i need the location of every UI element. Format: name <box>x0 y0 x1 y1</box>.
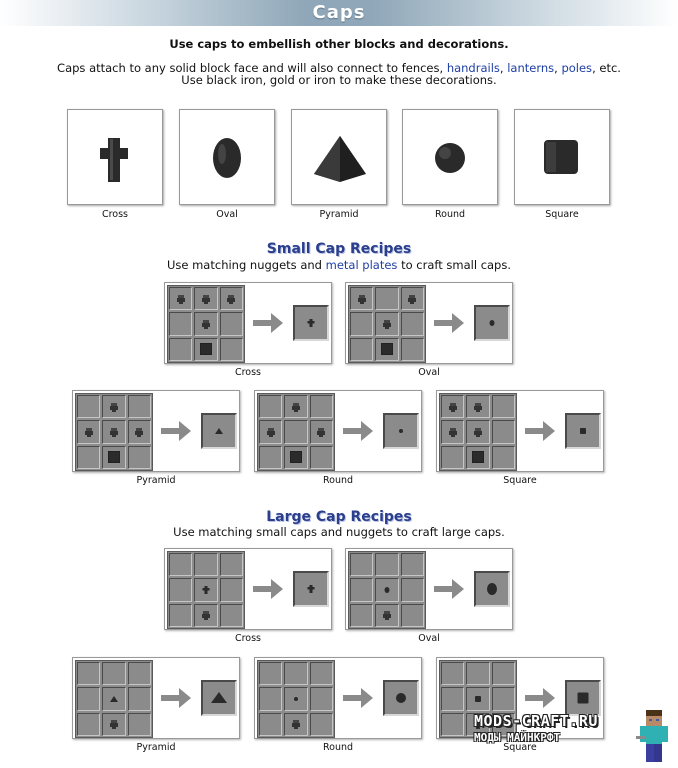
plate-icon <box>200 343 212 355</box>
small-square-icon <box>472 693 484 705</box>
result-slot <box>474 305 510 341</box>
crafting-grid <box>167 285 245 363</box>
nugget-icon <box>472 426 484 438</box>
small-recipe-label: Cross <box>234 367 262 378</box>
crafting-slot <box>220 553 243 576</box>
small-recipe-square <box>436 390 604 472</box>
result-slot <box>474 571 510 607</box>
oval-icon <box>486 317 498 329</box>
intro-line-1-suffix: , etc. <box>592 61 621 75</box>
cross-cap-icon <box>68 110 164 206</box>
crafting-slot <box>194 312 217 335</box>
crafting-slot <box>284 713 307 736</box>
crafting-slot <box>492 420 515 443</box>
crafting-grid <box>257 393 335 471</box>
crafting-slot <box>466 395 489 418</box>
crafting-slot <box>77 395 100 418</box>
preview-square <box>514 109 610 205</box>
crafting-slot <box>77 713 100 736</box>
intro-line-1-text: Caps attach to any solid block face and will also connect to fences, <box>57 61 444 75</box>
small-cross-icon <box>200 584 212 596</box>
round-cap-icon <box>403 110 499 206</box>
crafting-slot <box>220 312 243 335</box>
crafting-slot <box>259 420 282 443</box>
crafting-slot <box>259 687 282 710</box>
result-slot <box>201 680 237 716</box>
result-slot <box>383 680 419 716</box>
crafting-slot <box>169 338 192 361</box>
crafting-slot <box>220 604 243 627</box>
result-slot <box>565 413 601 449</box>
crafting-slot <box>259 446 282 469</box>
crafting-slot <box>284 687 307 710</box>
crafting-slot <box>401 553 424 576</box>
crafting-slot <box>375 553 398 576</box>
large-recipes-subtitle: Use matching small caps and nuggets to craft large caps. <box>173 525 505 539</box>
oval-icon <box>484 581 500 597</box>
cross-icon <box>305 317 317 329</box>
crafting-slot <box>492 446 515 469</box>
crafting-slot <box>401 287 424 310</box>
crafting-slot <box>194 287 217 310</box>
arrow-right-icon <box>253 313 283 333</box>
link-metal-plates[interactable]: metal plates <box>325 258 398 272</box>
crafting-slot <box>102 662 125 685</box>
small-recipe-label: Round <box>322 475 354 486</box>
preview-label-round: Round <box>434 209 466 220</box>
square-icon <box>577 425 589 437</box>
arrow-right-icon <box>434 579 464 599</box>
crafting-slot <box>284 395 307 418</box>
crafting-slot <box>350 287 373 310</box>
intro-line-2: Use black iron, gold or iron to make these decorations. <box>181 73 497 87</box>
nugget-icon <box>200 293 212 305</box>
nugget-icon <box>315 426 327 438</box>
crafting-slot <box>466 420 489 443</box>
crafting-slot <box>194 553 217 576</box>
preview-label-pyramid: Pyramid <box>319 209 359 220</box>
nugget-icon <box>472 401 484 413</box>
crafting-slot <box>102 395 125 418</box>
crafting-slot <box>284 446 307 469</box>
crafting-slot <box>169 578 192 601</box>
link-poles[interactable]: poles <box>561 61 593 75</box>
crafting-slot <box>375 312 398 335</box>
small-recipe-oval <box>345 282 513 364</box>
crafting-slot <box>310 713 333 736</box>
pyramid-cap-icon <box>292 110 388 206</box>
watermark-line-1: MODS-CRAFT.RU <box>474 712 598 730</box>
crafting-grid <box>439 393 517 471</box>
crafting-slot <box>259 662 282 685</box>
arrow-right-icon <box>253 579 283 599</box>
small-oval-icon <box>381 584 393 596</box>
crafting-slot <box>310 395 333 418</box>
small-recipe-round <box>254 390 422 472</box>
oval-cap-icon <box>180 110 276 206</box>
small-recipe-pyramid <box>72 390 240 472</box>
nugget-icon <box>381 318 393 330</box>
arrow-right-icon <box>161 421 191 441</box>
crafting-slot <box>375 287 398 310</box>
crafting-slot <box>375 338 398 361</box>
crafting-slot <box>169 604 192 627</box>
crafting-slot <box>492 395 515 418</box>
crafting-slot <box>350 338 373 361</box>
result-slot <box>293 305 329 341</box>
large-recipe-round <box>254 657 422 739</box>
plate-icon <box>108 451 120 463</box>
small-recipe-label: Pyramid <box>136 475 176 486</box>
nugget-icon <box>108 401 120 413</box>
cross-icon <box>303 581 319 597</box>
crafting-slot <box>466 662 489 685</box>
square-icon <box>575 690 591 706</box>
large-recipe-oval <box>345 548 513 630</box>
result-slot <box>383 413 419 449</box>
nugget-icon <box>108 718 120 730</box>
crafting-grid <box>167 551 245 629</box>
pyramid-icon <box>211 690 227 706</box>
large-recipe-label: Square <box>503 742 537 753</box>
nugget-icon <box>447 401 459 413</box>
crafting-slot <box>441 395 464 418</box>
crafting-grid <box>75 660 153 738</box>
intro-headline: Use caps to embellish other blocks and decorations. <box>169 37 509 51</box>
preview-label-square: Square <box>545 209 579 220</box>
nugget-icon <box>290 401 302 413</box>
large-recipes-title: Large Cap Recipes <box>266 509 412 525</box>
nugget-icon <box>290 718 302 730</box>
crafting-slot <box>310 662 333 685</box>
page-title: Caps <box>312 2 366 23</box>
arrow-right-icon <box>343 688 373 708</box>
nugget-icon <box>381 609 393 621</box>
steve-figure-icon <box>636 708 676 766</box>
crafting-slot <box>441 420 464 443</box>
intro-sep-1: , <box>499 61 504 75</box>
nugget-icon <box>200 609 212 621</box>
preview-oval <box>179 109 275 205</box>
arrow-right-icon <box>343 421 373 441</box>
nugget-icon <box>200 318 212 330</box>
large-recipe-label: Pyramid <box>136 742 176 753</box>
nugget-icon <box>265 426 277 438</box>
site-watermark <box>470 708 678 768</box>
crafting-slot <box>350 604 373 627</box>
watermark-line-2: МОДЫ МАЙНКРФТ <box>474 731 561 744</box>
small-pyramid-icon <box>108 693 120 705</box>
crafting-slot <box>350 312 373 335</box>
crafting-slot <box>259 395 282 418</box>
preview-round <box>402 109 498 205</box>
crafting-slot <box>128 420 151 443</box>
intro-sep-2: , <box>554 61 558 75</box>
plate-icon <box>472 451 484 463</box>
nugget-icon <box>83 426 95 438</box>
crafting-grid <box>75 393 153 471</box>
crafting-slot <box>128 446 151 469</box>
small-sub-prefix: Use matching nuggets and <box>166 258 322 272</box>
crafting-slot <box>194 578 217 601</box>
crafting-slot <box>441 446 464 469</box>
crafting-slot <box>401 312 424 335</box>
preview-label-cross: Cross <box>101 209 129 220</box>
plate-icon <box>381 343 393 355</box>
crafting-slot <box>102 420 125 443</box>
crafting-slot <box>492 662 515 685</box>
crafting-slot <box>441 687 464 710</box>
large-recipe-label: Cross <box>234 633 262 644</box>
plate-icon <box>290 451 302 463</box>
crafting-slot <box>77 687 100 710</box>
crafting-slot <box>375 578 398 601</box>
crafting-slot <box>128 713 151 736</box>
large-recipe-label: Oval <box>418 633 440 644</box>
crafting-slot <box>77 662 100 685</box>
small-recipe-label: Oval <box>418 367 440 378</box>
crafting-slot <box>284 662 307 685</box>
crafting-slot <box>441 713 464 736</box>
small-recipes-title: Small Cap Recipes <box>266 241 412 257</box>
pyramid-icon <box>213 425 225 437</box>
arrow-right-icon <box>525 688 555 708</box>
crafting-grid <box>348 285 426 363</box>
crafting-slot <box>77 420 100 443</box>
crafting-slot <box>284 420 307 443</box>
crafting-slot <box>194 338 217 361</box>
link-handrails[interactable]: handrails <box>446 61 500 75</box>
crafting-slot <box>310 446 333 469</box>
crafting-slot <box>259 713 282 736</box>
crafting-slot <box>128 662 151 685</box>
crafting-grid <box>348 551 426 629</box>
nugget-icon <box>356 293 368 305</box>
crafting-slot <box>466 446 489 469</box>
crafting-slot <box>169 553 192 576</box>
round-icon <box>395 425 407 437</box>
crafting-slot <box>375 604 398 627</box>
crafting-slot <box>128 395 151 418</box>
crafting-slot <box>102 713 125 736</box>
crafting-slot <box>77 446 100 469</box>
result-slot <box>201 413 237 449</box>
crafting-grid <box>257 660 335 738</box>
result-slot <box>293 571 329 607</box>
large-recipe-pyramid <box>72 657 240 739</box>
crafting-slot <box>194 604 217 627</box>
small-recipes-subtitle <box>0 258 678 272</box>
crafting-slot <box>220 287 243 310</box>
small-sub-suffix: to craft small caps. <box>401 258 512 272</box>
large-recipe-label: Round <box>322 742 354 753</box>
small-recipe-cross <box>164 282 332 364</box>
crafting-slot <box>220 578 243 601</box>
crafting-slot <box>401 338 424 361</box>
preview-label-oval: Oval <box>216 209 238 220</box>
preview-pyramid <box>291 109 387 205</box>
small-round-icon <box>290 693 302 705</box>
crafting-slot <box>102 687 125 710</box>
crafting-slot <box>401 604 424 627</box>
arrow-right-icon <box>434 313 464 333</box>
crafting-slot <box>310 420 333 443</box>
crafting-slot <box>350 553 373 576</box>
nugget-icon <box>175 293 187 305</box>
crafting-slot <box>169 287 192 310</box>
crafting-slot <box>220 338 243 361</box>
arrow-right-icon <box>525 421 555 441</box>
crafting-slot <box>310 687 333 710</box>
crafting-slot <box>169 312 192 335</box>
crafting-slot <box>401 578 424 601</box>
square-cap-icon <box>515 110 611 206</box>
crafting-slot <box>128 687 151 710</box>
preview-cross <box>67 109 163 205</box>
nugget-icon <box>447 426 459 438</box>
nugget-icon <box>406 293 418 305</box>
link-lanterns[interactable]: lanterns <box>507 61 555 75</box>
small-recipe-label: Square <box>503 475 537 486</box>
round-icon <box>393 690 409 706</box>
crafting-slot <box>441 662 464 685</box>
nugget-icon <box>225 293 237 305</box>
nugget-icon <box>133 426 145 438</box>
crafting-slot <box>102 446 125 469</box>
large-recipe-cross <box>164 548 332 630</box>
nugget-icon <box>108 426 120 438</box>
arrow-right-icon <box>161 688 191 708</box>
crafting-slot <box>350 578 373 601</box>
